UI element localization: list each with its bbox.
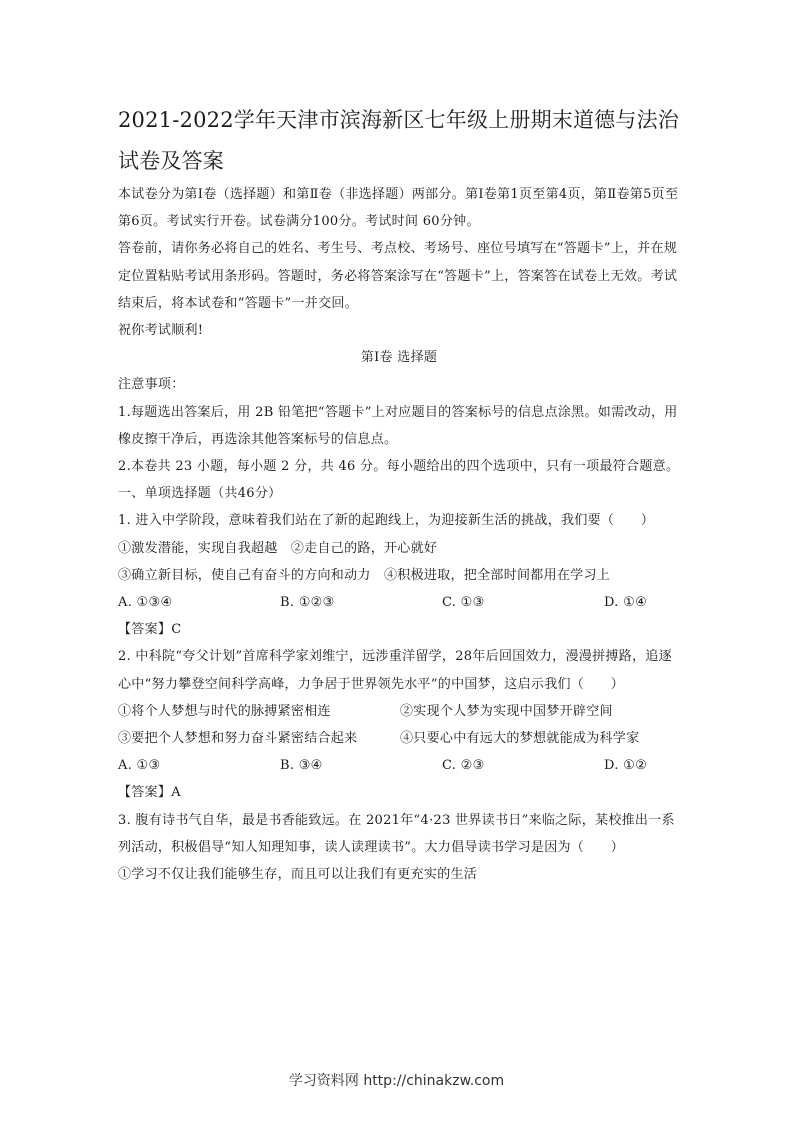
question-statement: ①激发潜能，实现自我超越 ②走自己的路，开心就好 <box>118 540 438 556</box>
answer-key: 【答案】A <box>118 785 181 801</box>
question-stem: 2. 中科院“夸父计划”首席科学家刘维宁，远涉重洋留学，28年后回国效力，漫漫拼搏路，追逐心中“努力攀登空间科学高峰，力争居于世界领先水平”的中国梦，这启示我们（ ） <box>118 649 672 692</box>
statement-row <box>118 698 680 725</box>
intro-paragraph: 祝你考试顺利! <box>118 323 204 339</box>
option: D. ①② <box>604 758 648 774</box>
option: B. ③④ <box>280 758 323 774</box>
page-title: 2021-2022学年天津市滨海新区七年级上册期末道德与法治试卷及答案 <box>118 108 679 173</box>
option: C. ②③ <box>442 758 485 774</box>
option: D. ①④ <box>604 595 648 611</box>
question-stem: 3. 腹有诗书气自华，最是书香能致远。在 2021年“4·23 世界读书日”来临之际，某校推出一系列活动，积极倡导“知人知理知事，读人读理读书”。大力倡导读书学习是因为（ ） <box>118 812 675 855</box>
question-stem: 1. 进入中学阶段，意味着我们站在了新的起跑线上，为迎接新生活的挑战，我们要（ ） <box>118 513 655 529</box>
answer-key: 【答案】C <box>118 622 182 638</box>
question-statement: ②实现个人梦为实现中国梦开辟空间 <box>400 703 613 719</box>
question-statement: ①将个人梦想与时代的脉搏紧密相连 <box>118 703 331 719</box>
option: C. ①③ <box>442 595 485 611</box>
section-heading: 第Ⅰ卷 选择题 <box>360 350 438 366</box>
intro-paragraph: 答卷前，请你务必将自己的姓名、考生号、考点校、考场号、座位号填写在“答题卡”上，并在规定位置粘贴考试用条形码。答题时，务必将答案涂写在“答题卡”上，答案答在试卷上无效。考试结束后，将本试卷和“答题卡”一并交回。 <box>118 241 678 311</box>
question-statement: ④只要心中有远大的梦想就能成为科学家 <box>400 731 640 747</box>
question-statement: ③确立新目标，使自己有奋斗的方向和动力 ④积极进取，把全部时间都用在学习上 <box>118 567 611 583</box>
exam-body <box>118 181 680 888</box>
answer-options <box>118 589 680 616</box>
notes-heading: 注意事项： <box>118 377 185 393</box>
note-item: 2.本卷共 23 小题，每小题 2 分，共 46 分。每小题给出的四个选项中，只有一项最符合题意。 <box>118 459 680 475</box>
option: B. ①②③ <box>280 595 335 611</box>
part-heading: 一、单项选择题（共46分） <box>118 486 282 502</box>
page-footer: 学习资料网 http://chinakzw.com <box>288 1073 505 1089</box>
question-statement: ③要把个人梦想和努力奋斗紧密结合起来 <box>118 731 358 747</box>
question-statement: ①学习不仅让我们能够生存，而且可以让我们有更充实的生活 <box>118 867 478 883</box>
statement-row <box>118 725 680 752</box>
option: A. ①③ <box>118 758 161 774</box>
note-item: 1.每题选出答案后，用 2B 铅笔把“答题卡”上对应题目的答案标号的信息点涂黑。如需改动，用橡皮擦干净后，再选涂其他答案标号的信息点。 <box>118 404 678 447</box>
intro-paragraph: 本试卷分为第Ⅰ卷（选择题）和第Ⅱ卷（非选择题）两部分。第Ⅰ卷第1页至第4页，第Ⅱ卷第5页至第6页。考试实行开卷。试卷满分100分。考试时间 60分钟。 <box>118 187 679 230</box>
option: A. ①③④ <box>118 595 173 611</box>
answer-options <box>118 752 680 779</box>
